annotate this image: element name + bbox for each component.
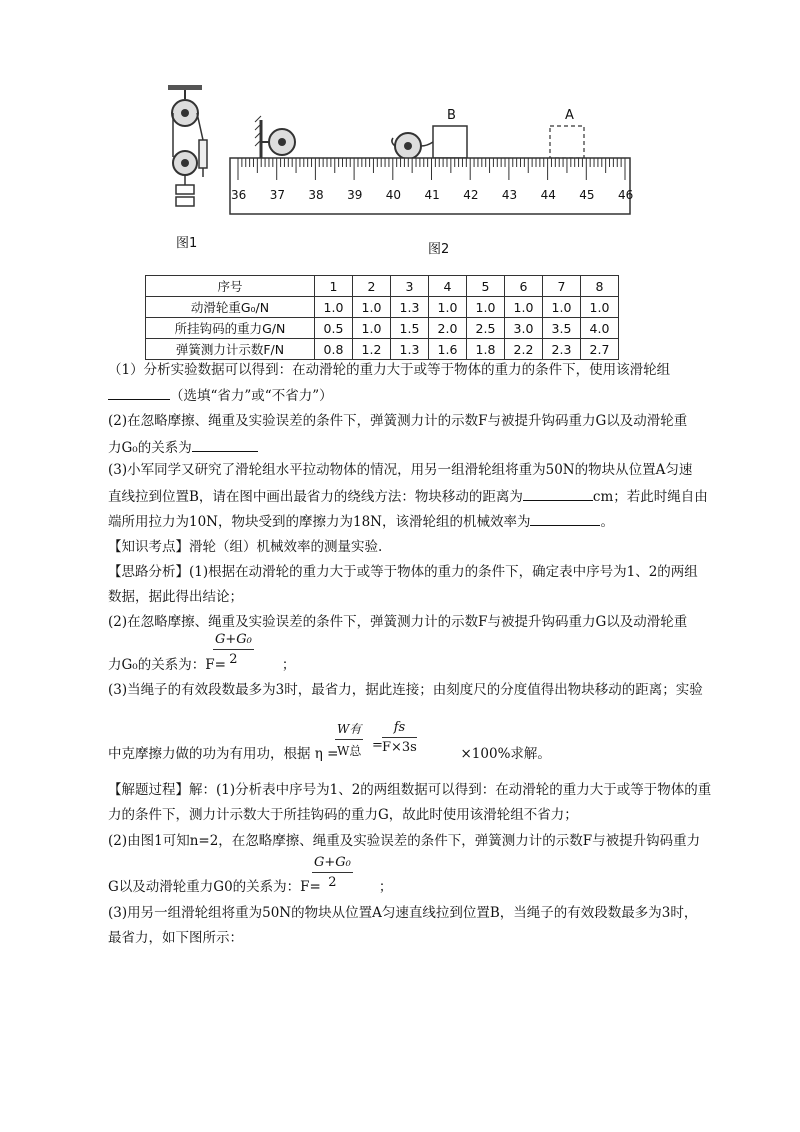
solution-line-4: G以及动滑轮重力G0的关系为：F= ； [108, 879, 393, 895]
label-a: A [565, 108, 574, 123]
ruler-tick-label: 40 [385, 188, 402, 202]
analysis-line-2: 数据，据此得出结论； [108, 589, 243, 605]
table-cell: 2.5 [467, 318, 505, 339]
analysis-line-3: (2)在忽略摩擦、绳重及实验误差的条件下，弹簧测力计的示数F与被提升钩码重力G以及动滑轮重 [108, 614, 688, 630]
table-cell: 0.8 [315, 339, 353, 360]
q3c-prefix: 端所用拉力为10N，物块受到的摩擦力为18N，该滑轮组的机械效率为 [108, 514, 531, 530]
table-cell: 1.0 [467, 297, 505, 318]
figure-2-caption: 图2 [428, 242, 450, 257]
q2-line-b [108, 437, 258, 458]
table-cell: 5 [467, 276, 505, 297]
table-cell: 2.2 [505, 339, 543, 360]
q3-prefix: 直线拉到位置B，请在图中画出最省力的绕线方法：物块移动的距离为 [108, 489, 523, 505]
knowledge-point: 【知识考点】滑轮（组）机械效率的测量实验. [108, 539, 383, 555]
q3c-end: 。 [600, 514, 614, 530]
ruler-tick-label: 46 [618, 188, 634, 202]
analysis-line-5: (3)当绳子的有效段数最多为3时，最省力，据此连接；由刻度尺的分度值得出物块移动的距离；实验 [108, 682, 703, 698]
table-row [146, 339, 619, 360]
answer-blank-2[interactable] [192, 437, 258, 452]
ruler-tick-label: 36 [231, 188, 247, 202]
table-cell: 1.0 [353, 297, 391, 318]
answer-blank-3[interactable] [523, 486, 593, 501]
formula-1: $\frac{\text{G+G₀}}{2}$ [215, 632, 252, 667]
table-cell: 1.3 [391, 339, 429, 360]
ruler-tick-label: 41 [424, 188, 440, 202]
table-cell: 3 [391, 276, 429, 297]
solution-line-5: (3)用另一组滑轮组将重为50N的物块从位置A匀速直线拉到位置B，当绳子的有效段数最多为3时， [108, 905, 698, 921]
table-row [146, 318, 619, 339]
table-cell: 1.0 [581, 297, 619, 318]
table-cell: 2.3 [543, 339, 581, 360]
table-cell: 2 [353, 276, 391, 297]
table-cell: 1.5 [391, 318, 429, 339]
table-cell: 1.2 [353, 339, 391, 360]
label-b: B [447, 108, 456, 123]
solution-line-3: (2)由图1可知n=2，在忽略摩擦、绳重及实验误差的条件下，弹簧测力计的示数F与被提升钩码重力 [108, 833, 701, 849]
table-row-label: 弹簧测力计示数F/N [146, 339, 315, 360]
formula-2b: $\frac{fs}{F\times 3s}$ [382, 720, 417, 755]
figure-1-caption: 图1 [176, 236, 198, 251]
solution-line-6: 最省力，如下图所示： [108, 930, 243, 946]
table-row [146, 276, 619, 297]
table-cell: 6 [505, 276, 543, 297]
table-cell: 3.0 [505, 318, 543, 339]
table-cell: 8 [581, 276, 619, 297]
table-cell: 2.7 [581, 339, 619, 360]
q1-line-b [108, 385, 333, 406]
ruler-tick-label: 37 [269, 188, 285, 202]
table-cell: 1.0 [315, 297, 353, 318]
table-row-label: 动滑轮重G₀/N [146, 297, 315, 318]
figure-1-pulley [160, 85, 220, 220]
ruler-tick-label: 39 [347, 188, 363, 202]
table-cell: 1 [315, 276, 353, 297]
table-cell: 7 [543, 276, 581, 297]
answer-blank-1[interactable] [108, 385, 170, 400]
ruler-tick-label: 38 [308, 188, 324, 202]
ruler-labels [225, 188, 635, 206]
table-cell: 1.6 [429, 339, 467, 360]
analysis-line-1: 【思路分析】(1)根据在动滑轮的重力大于或等于物体的重力的条件下，确定表中序号为1、2的两组 [108, 564, 698, 580]
q3-unit: cm；若此时绳自由 [592, 489, 708, 505]
table-cell: 3.5 [543, 318, 581, 339]
table-cell: 1.8 [467, 339, 505, 360]
table-row-label: 序号 [146, 276, 315, 297]
answer-blank-4[interactable] [530, 511, 600, 526]
q2-line-a: (2)在忽略摩擦、绳重及实验误差的条件下，弹簧测力计的示数F与被提升钩码重力G以及动滑轮重 [108, 413, 688, 429]
table-cell: 1.0 [543, 297, 581, 318]
solution-line-2: 力的条件下，测力计示数大于所挂钩码的重力G，故此时使用该滑轮组不省力； [108, 807, 578, 823]
q3-line-a: (3)小军同学又研究了滑轮组水平拉动物体的情况，用另一组滑轮组将重为50N的物块从位置A匀速 [108, 462, 693, 478]
table-cell: 1.0 [429, 297, 467, 318]
analysis-line-4: 力G₀的关系为：F= ； [108, 657, 296, 673]
solution-line-1: 【解题过程】解：(1)分析表中序号为1、2的两组数据可以得到：在动滑轮的重力大于或等于物体的重 [108, 782, 712, 798]
table-cell: 1.0 [353, 318, 391, 339]
table-cell: 0.5 [315, 318, 353, 339]
analysis-line-6: 中克摩擦力做的功为有用功，根据 η = ×100%求解。 [108, 746, 551, 762]
formula-2a: W有 W总 [337, 722, 362, 758]
table-row-label: 所挂钩码的重力G/N [146, 318, 315, 339]
ruler-tick-label: 45 [579, 188, 595, 202]
data-table [145, 275, 619, 360]
table-cell: 4 [429, 276, 467, 297]
q3-line-c [108, 511, 614, 532]
ruler-tick-label: 42 [463, 188, 479, 202]
q1-hint: （选填“省力”或“不省力”） [170, 388, 333, 404]
q3-line-b [108, 486, 708, 507]
table-cell: 1.3 [391, 297, 429, 318]
formula-3: $\frac{\text{G+G₀}}{2}$ [314, 855, 351, 890]
table-row [146, 297, 619, 318]
ruler-tick-label: 44 [540, 188, 556, 202]
table-cell: 1.0 [505, 297, 543, 318]
q2-prefix: 力G₀的关系为 [108, 440, 192, 456]
table-cell: 2.0 [429, 318, 467, 339]
ruler-tick-label: 43 [501, 188, 518, 202]
table-cell: 4.0 [581, 318, 619, 339]
q1-line-a: （1）分析实验数据可以得到：在动滑轮的重力大于或等于物体的重力的条件下，使用该滑轮组 [108, 362, 671, 378]
